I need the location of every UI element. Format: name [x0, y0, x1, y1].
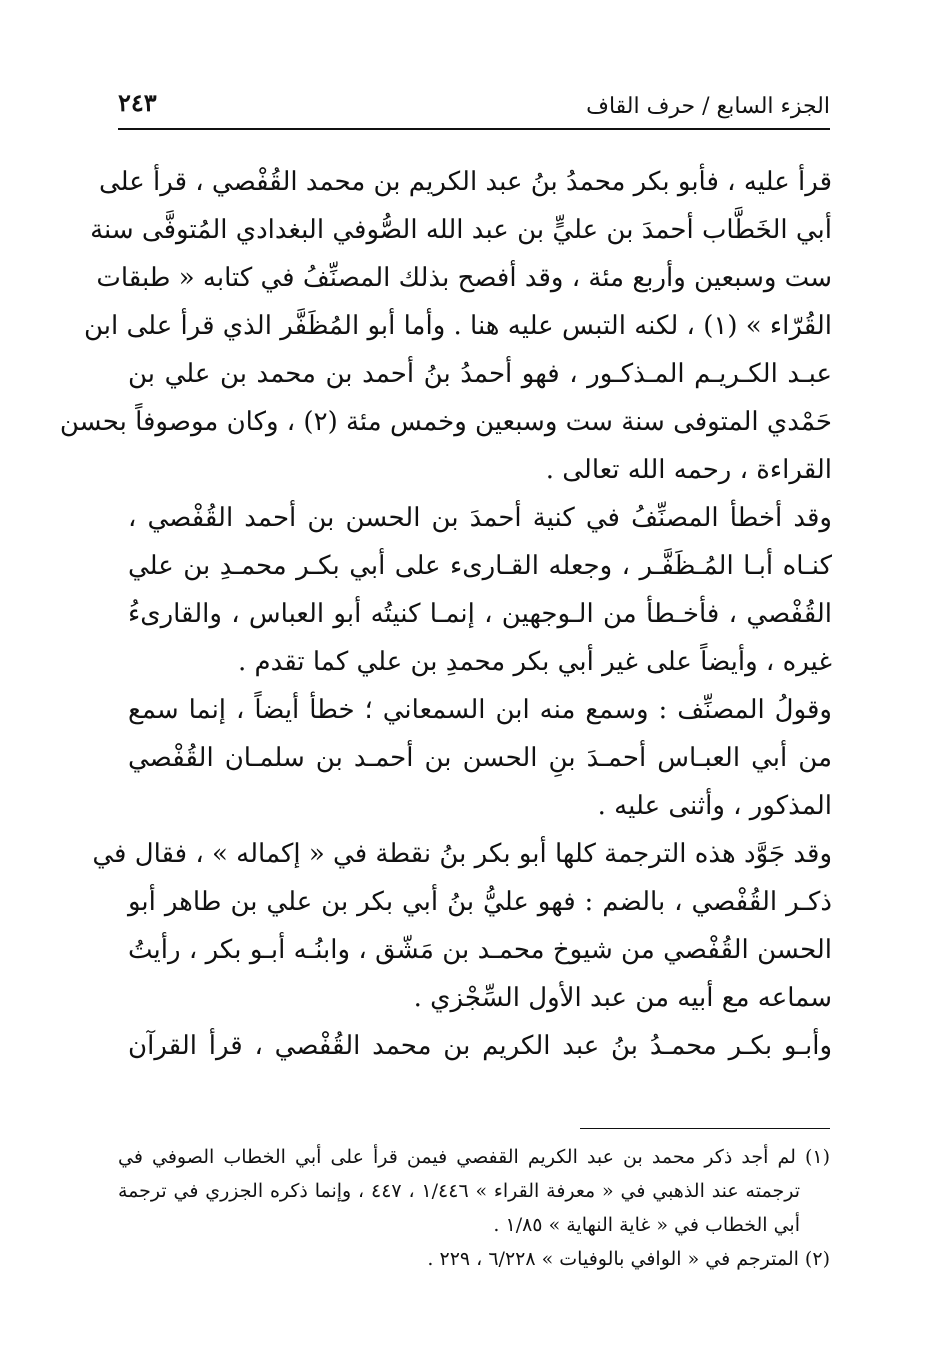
text-line: الحسن القُفْصي من شيوخ محمـد بن مَشّق ، وابنُـه أبـو بكر ، رأيتُ	[128, 935, 832, 965]
footnote-line: (١) لم أجد ذكر محمد بن عبد الكريم القفصي فيمن قرأ على أبي الخطاب الصوفي في	[118, 1146, 830, 1168]
footnote-line: ترجمته عند الذهبي في « معرفة القراء » ١/٤٤٦ ، ٤٤٧ ، وإنما ذكره الجزري في ترجمة	[118, 1180, 800, 1202]
text-line: كنـاه أبـا المُـظَفَّـر ، وجعله القـارىء على أبي بكـر محمـدِ بن علي	[128, 551, 832, 581]
text-line: القُفْصي ، فأخـطأ من الـوجهين ، إنمـا كنيتُه أبو العباس ، والقارىءُ	[128, 599, 832, 629]
text-line: وقولُ المصنِّف : وسمع منه ابن السمعاني ؛ خطأ أيضاً ، إنما سمع	[128, 695, 832, 725]
text-line: حَمْدي المتوفى سنة ست وسبعين وخمس مئة (٢) ، وكان موصوفاً بحسن	[59, 407, 832, 437]
text-line: سماعه مع أبيه من عبد الأول السِّجْزي .	[413, 983, 832, 1013]
text-line: القراءة ، رحمه الله تعالى .	[545, 455, 832, 485]
text-line: القُرّاء » (١) ، لكنه التبس عليه هنا . وأما أبو المُظَفَّر الذي قرأ على ابن	[83, 311, 832, 341]
text-line: المذكور ، وأثنى عليه .	[597, 791, 832, 821]
text-line: وقد جَوَّد هذه الترجمة كلها أبو بكر بنُ نقطة في « إكماله » ، فقال في	[92, 839, 832, 869]
text-line: أبي الخَطَّاب أحمدَ بن عليٍّ بن عبد الله الصُّوفي البغدادي المُتوفَّى سنة	[90, 215, 832, 245]
text-line: غيره ، وأيضاً على غير أبي بكر محمدِ بن علي كما تقدم .	[237, 647, 832, 677]
text-line: من أبي العبـاس أحمـدَ بنِ الحسن بن أحمـد بن سلمـان القُفْصي	[128, 743, 832, 773]
running-title: الجزء السابع / حرف القاف	[586, 94, 830, 119]
footnote-separator	[580, 1128, 830, 1129]
page-number: ٢٤٣	[118, 88, 157, 117]
main-text	[59, 158, 832, 1070]
text-line: وقد أخطأ المصنِّفُ في كنية أحمدَ بن الحسن بن أحمد القُفْصي ،	[128, 503, 832, 533]
footnote-line: أبي الخطاب في « غاية النهاية » ١/٨٥ .	[493, 1214, 800, 1236]
running-header	[118, 84, 830, 130]
text-line: قرأ عليه ، فأبو بكر محمدُ بنُ عبد الكريم بن محمد القُفْصي ، قرأ على	[98, 167, 832, 197]
text-line: وأبـو بكـر محمـدُ بنُ عبد الكريم بن محمد القُفْصي ، قرأ القرآن	[128, 1031, 832, 1061]
text-line: ست وسبعين وأربع مئة ، وقد أفصح بذلك المصنِّفُ في كتابه « طبقات	[96, 263, 832, 293]
footnote-line: (٢) المترجم في « الوافي بالوفيات » ٦/٢٢٨ ، ٢٢٩ .	[427, 1248, 830, 1270]
text-line: عبـد الكـريـم المـذكـور ، فهو أحمدُ بنُ أحمد بن محمد بن علي بن	[128, 359, 832, 389]
text-line: ذكـر القُفْصي ، بالضم : فهو عليُّ بنُ أبي بكر بن علي بن طاهر أبو	[128, 887, 832, 917]
